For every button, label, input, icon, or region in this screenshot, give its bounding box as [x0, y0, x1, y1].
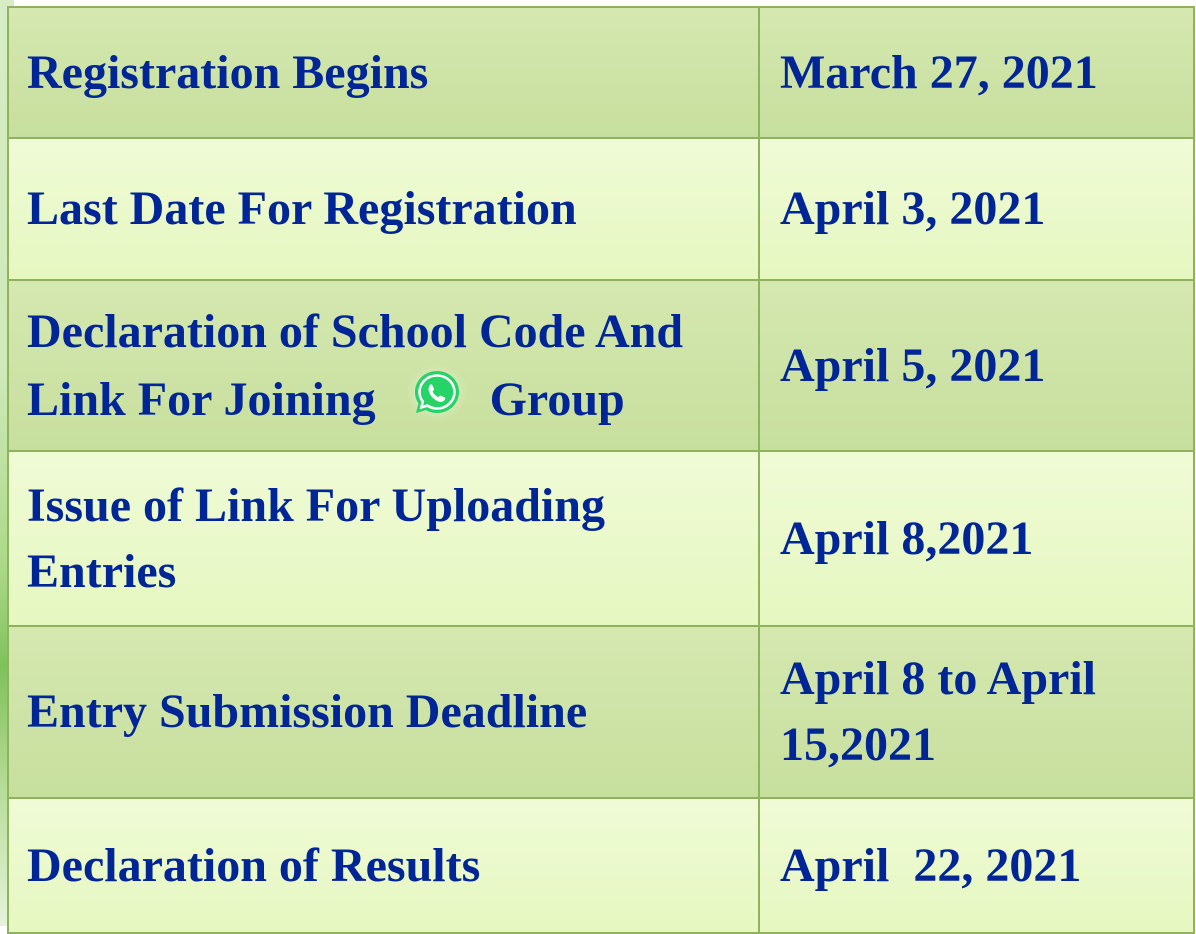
event-label-line1: Issue of Link For Uploading — [27, 478, 605, 532]
event-label-line2: Entries — [27, 544, 177, 598]
date-cell — [759, 138, 1194, 280]
event-cell — [8, 138, 759, 280]
event-cell — [8, 7, 759, 138]
event-cell — [8, 798, 759, 933]
date-label: April 3, 2021 — [780, 182, 1046, 235]
date-cell — [759, 451, 1194, 626]
date-label: April 22, 2021 — [780, 838, 1082, 892]
event-label: Entry Submission Deadline — [27, 685, 588, 738]
event-label-line2-pre: Link For Joining — [27, 372, 376, 426]
date-label-line1: April 8 to April — [780, 652, 1097, 705]
date-cell — [759, 626, 1194, 798]
date-label-line2: 15,2021 — [780, 718, 936, 771]
date-label: April 5, 2021 — [780, 338, 1046, 392]
whatsapp-icon — [406, 365, 468, 421]
date-label: March 27, 2021 — [780, 45, 1098, 99]
event-cell — [8, 451, 759, 626]
table-row — [8, 7, 1194, 138]
table-row — [8, 798, 1194, 933]
event-label-line1: Declaration of School Code And — [27, 304, 684, 358]
table-row — [8, 280, 1194, 451]
table-row — [8, 626, 1194, 798]
event-label: Registration Begins — [27, 45, 429, 99]
event-label: Last Date For Registration — [27, 182, 577, 235]
date-label: April 8,2021 — [780, 511, 1034, 565]
table-row — [8, 138, 1194, 280]
event-label-line2-post: Group — [489, 372, 625, 426]
date-cell — [759, 7, 1194, 138]
event-label-line2 — [27, 365, 758, 433]
event-label: Declaration of Results — [27, 838, 481, 892]
date-cell — [759, 798, 1194, 933]
event-cell — [8, 280, 759, 451]
table-row — [8, 451, 1194, 626]
schedule-table — [7, 6, 1195, 934]
event-cell — [8, 626, 759, 798]
date-cell — [759, 280, 1194, 451]
